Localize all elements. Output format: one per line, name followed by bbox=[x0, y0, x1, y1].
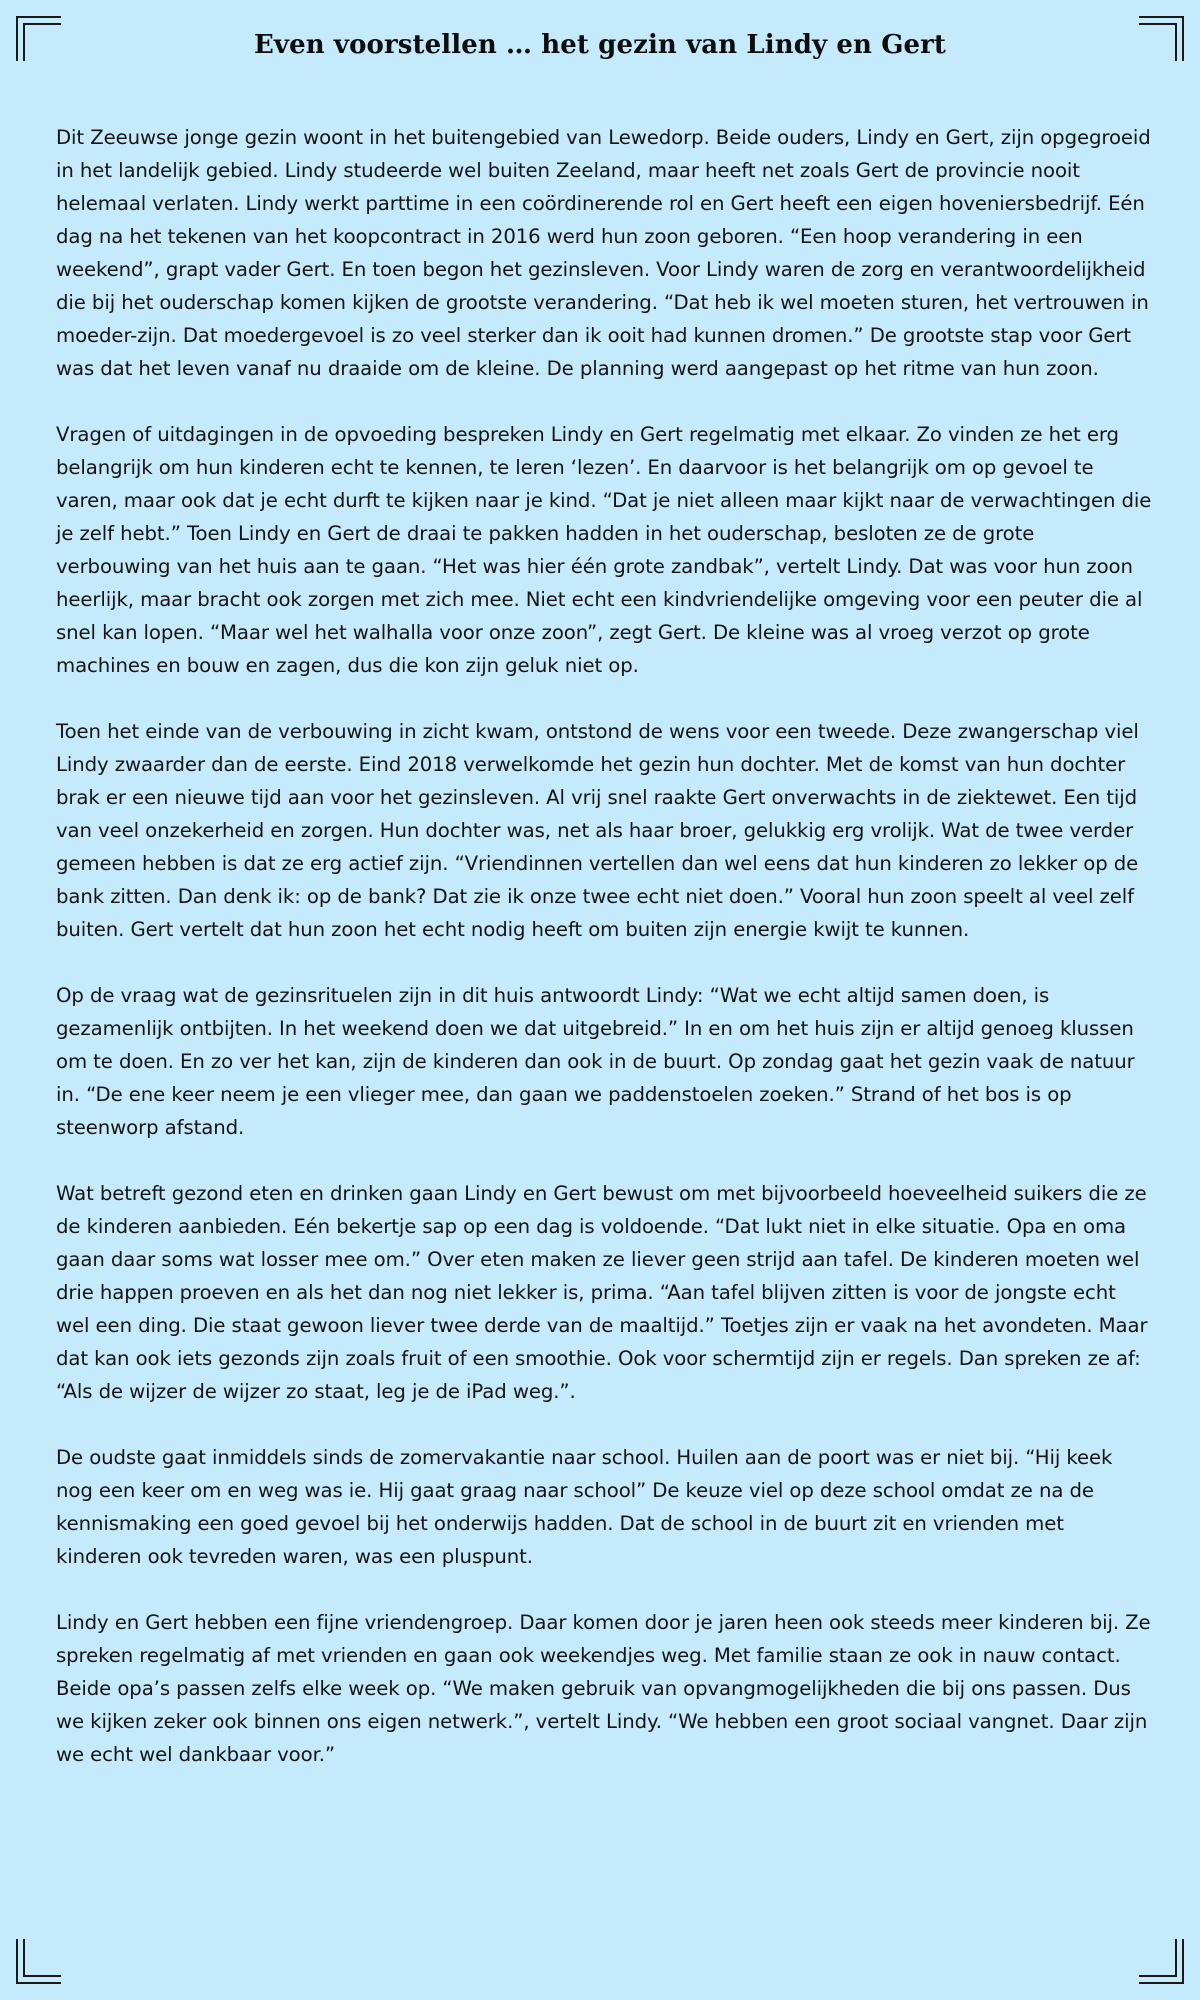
corner-bracket-bottom-left bbox=[16, 1938, 62, 1984]
article-body bbox=[56, 121, 1152, 1804]
paragraph: Wat betreft gezond eten en drinken gaan Lindy en Gert bewust om met bijvoorbeeld hoeveelheid suikers die ze de kinderen aanbieden. Eén bekertje sap op een dag is voldoende. “Dat lukt niet in elke situatie. Opa en oma gaan daar soms wat losser mee om.” Over eten maken ze liever geen strijd aan tafel. De kinderen moeten wel drie happen proeven en als het dan nog niet lekker is, prima. “Aan tafel blijven zitten is voor de jongste echt wel een ding. Die staat gewoon liever twee derde van de maaltijd.” Toetjes zijn er vaak na het avondeten. Maar dat kan ook iets gezonds zijn zoals fruit of een smoothie. Ook voor schermtijd zijn er regels. Dan spreken ze af: “Als de wijzer de wijzer zo staat, leg je de iPad weg.”. bbox=[56, 1182, 1148, 1403]
paragraph: De oudste gaat inmiddels sinds de zomervakantie naar school. Huilen aan de poort was er niet bij. “Hij keek nog een keer om en weg was ie. Hij gaat graag naar school” De keuze viel op deze school omdat ze na de kennismaking een goed gevoel bij het onderwijs hadden. Dat de school in de buurt zit en vrienden met kinderen ook tevreden waren, was een pluspunt. bbox=[56, 1446, 1113, 1568]
paragraph: Dit Zeeuwse jonge gezin woont in het buitengebied van Lewedorp. Beide ouders, Lindy en Gert, zijn opgegroeid in het landelijk gebied. Lindy studeerde wel buiten Zeeland, maar heeft net zoals Gert de provincie nooit helemaal verlaten. Lindy werkt parttime in een coördinerende rol en Gert heeft een eigen hoveniersbedrijf. Eén dag na het tekenen van het koopcontract in 2016 werd hun zoon geboren. “Een hoop verandering in een weekend”, grapt vader Gert. En toen begon het gezinsleven. Voor Lindy waren de zorg en verantwoordelijkheid die bij het ouderschap komen kijken de grootste verandering. “Dat heb ik wel moeten sturen, het vertrouwen in moeder-zijn. Dat moedergevoel is zo veel sterker dan ik ooit had kunnen dromen.” De grootste stap voor Gert was dat het leven vanaf nu draaide om de kleine. De planning werd aangepast op het ritme van hun zoon. bbox=[56, 126, 1151, 380]
paragraph: Vragen of uitdagingen in de opvoeding bespreken Lindy en Gert regelmatig met elkaar. Zo vinden ze het erg belangrijk om hun kinderen echt te kennen, te leren ‘lezen’. En daarvoor is het belangrijk om op gevoel te varen, maar ook dat je echt durft te kijken naar je kind. “Dat je niet alleen maar kijkt naar de verwachtingen die je zelf hebt.” Toen Lindy en Gert de draai te pakken hadden in het ouderschap, besloten ze de grote verbouwing van het huis aan te gaan. “Het was hier één grote zandbak”, vertelt Lindy. Dat was voor hun zoon heerlijk, maar bracht ook zorgen met zich mee. Niet echt een kindvriendelijke omgeving voor een peuter die al snel kan lopen. “Maar wel het walhalla voor onze zoon”, zegt Gert. De kleine was al vroeg verzot op grote machines en bouw en zagen, dus die kon zijn geluk niet op. bbox=[56, 423, 1152, 677]
corner-bracket-bottom-right bbox=[1138, 1938, 1184, 1984]
paragraph: Op de vraag wat de gezinsrituelen zijn in dit huis antwoordt Lindy: “Wat we echt altijd samen doen, is gezamenlijk ontbijten. In het weekend doen we dat uitgebreid.” In en om het huis zijn er altijd genoeg klussen om te doen. En zo ver het kan, zijn de kinderen dan ook in de buurt. Op zondag gaat het gezin vaak de natuur in. “De ene keer neem je een vlieger mee, dan gaan we paddenstoelen zoeken.” Strand of het bos is op steenworp afstand. bbox=[56, 984, 1135, 1139]
page-title: Even voorstellen … het gezin van Lindy en Gert bbox=[253, 30, 947, 60]
paragraph: Lindy en Gert hebben een fijne vriendengroep. Daar komen door je jaren heen ook steeds meer kinderen bij. Ze spreken regelmatig af met vrienden en gaan ook weekendjes weg. Met familie staan ze ook in nauw contact. Beide opa’s passen zelfs elke week op. “We maken gebruik van opvangmogelijkheden die bij ons passen. Dus we kijken zeker ook binnen ons eigen netwerk.”, vertelt Lindy. “We hebben een groot sociaal vangnet. Daar zijn we echt wel dankbaar voor.” bbox=[56, 1611, 1151, 1766]
paragraph: Toen het einde van de verbouwing in zicht kwam, ontstond de wens voor een tweede. Deze zwangerschap viel Lindy zwaarder dan de eerste. Eind 2018 verwelkomde het gezin hun dochter. Met de komst van hun dochter brak er een nieuwe tijd aan voor het gezinsleven. Al vrij snel raakte Gert onverwachts in de ziektewet. Een tijd van veel onzekerheid en zorgen. Hun dochter was, net als haar broer, gelukkig erg vrolijk. Wat de twee verder gemeen hebben is dat ze erg actief zijn. “Vriendinnen vertellen dan wel eens dat hun kinderen zo lekker op de bank zitten. Dan denk ik: op de bank? Dat zie ik onze twee echt niet doen.” Vooral hun zoon speelt al veel zelf buiten. Gert vertelt dat hun zoon het echt nodig heeft om buiten zijn energie kwijt te kunnen. bbox=[56, 720, 1139, 941]
